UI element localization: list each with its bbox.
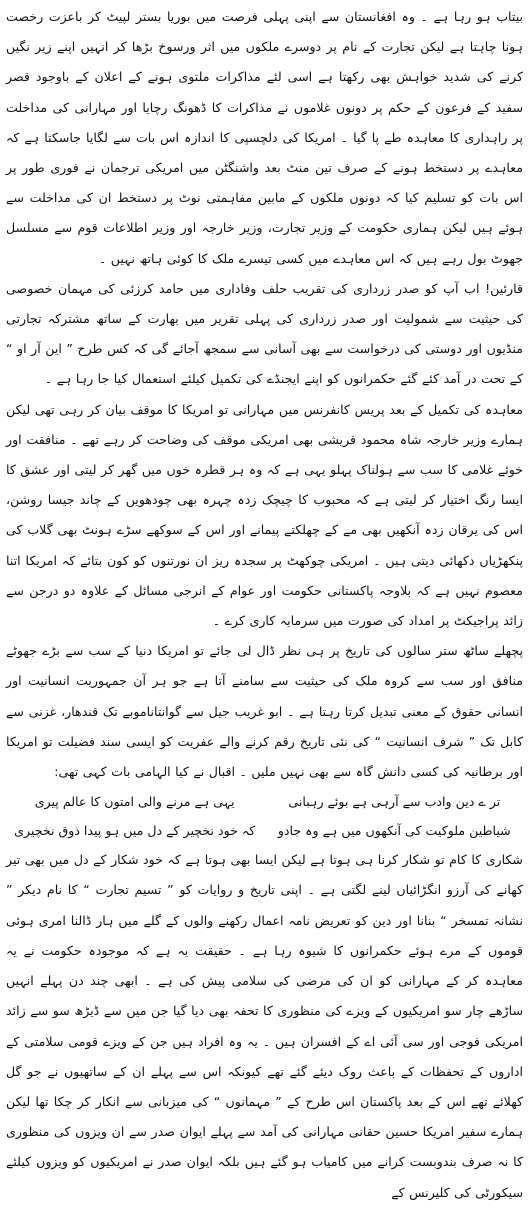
article-paragraph: پچھلے ساٹھ ستر سالوں کی تاریخ پر ہی نظر ڈال لی جائے تو امریکا دنیا کے سب سے بڑے جھوٹے منافق اور سب سے کروہ ملک کی حیثیت سے سامنے آتا ہے جو ہر آن جمہوریت انسانیت اور انسانی حقوق کے معنی تبدیل کرتا رہتا ہے ۔ ابو غریب جیل سے گوانتاناموبے تک قندھار، غزنی سے کابل تک ” شرف انسانیت “ کی نئی تاریخ رقم کرنے والے عفریت کو ایسی سند فضیلت تو امریکا اور برطانیہ کی کسی دانش گاہ سے بھی نہیں ملیں ۔ اقبال نے کیا الہامی بات کہی تھی: xyxy=(6,643,523,780)
article-paragraph: معاہدہ کی تکمیل کے بعد پریس کانفرنس میں مہارانی تو امریکا کا موقف بیان کر رہی تھی لیکن ہمارے وزیر خارجہ شاہ محمود قریشی بھی امریکی موقف کی وضاحت کر رہے تھے ۔ منافقت اور خوئے غلامی کا سب سے ہولناک پہلو یہی ہے کہ وہ ہر قطرہ خوں میں گھر کر لیتی اور عشق کا ایسا رنگ اختیار کر لیتی ہے کہ محبوب کا چیچک زدہ چہرہ بھی چودھویں کے چاند جیسا روشن، اس کی یرقان زدہ آنکھیں بھی مے کے چھلکتے پیمانے اور اس کے سوکھے سڑے ہونٹ بھی گلاب کی پنکھڑیاں دکھائی دیتی ہیں ۔ امریکی چوکھٹ پر سجدہ ریز ان نورتنوں کو کون بتائے کہ امریکا اتنا معصوم نہیں ہے کہ بلاوجہ پاکستانی حکومت اور عوام کے انرجی مسائل کے علاوہ دو درجن سے زائد پراجیکٹ پر امداد کی صورت میں سرمایہ کاری کرے ۔ xyxy=(6,401,523,629)
couplet-line xyxy=(10,787,519,816)
article-paragraph: شکاری کا کام تو شکار کرنا ہی ہوتا ہے لیکن ایسا بھی ہوتا ہے کہ خود شکار کے دل میں بھی تیر کھانے کی آرزو انگڑائیاں لینے لگتی ہے ۔ اپنی تاریخ و روایات کو ” تسیم تجارت “ کا نام دیکر ” نشانہ تمسخر “ بنانا اور دین کو تعریض نامہ اعمال رکھنے والوں کے گلے میں ہار ڈالنا امری ہوئی قوموں کے مرے ہوئے حکمرانوں کا شیوہ رہا ہے ۔ حقیقت یہ ہے کہ موجودہ حکومت نے یہ معاہدہ کر کے مہارانی کو ان کی مرضی کی سلامی پیش کی ہے ۔ ابھی چند دن پہلے انہیں ساڑھے چار سو امریکیوں کے ویزے کی منظوری کا تحفہ بھی دیا گیا جن میں سے ڈیڑھ سو سے زائد امریکی فوجی اور سی آئی اے کے افسران ہیں ۔ یہ وہ افراد ہیں جن کے ویزے قومی سلامتی کے اداروں کے تحفظات کے باعث روک دیئے گئے تھے کیونکہ اس سے پہلے ان کے ساتھیوں نے جو گل کھلائے تھے اس کے بعد پاکستان اس طرح کے ” مہمانوں “ کی میزبانی سے انکار کر چکا تھا لیکن ہمارے سفیر امریکا حسین حقانی مہارانی کی آمد سے پہلے ایوان صدر سے ان ویزوں کی منظوری کا نہ صرف بندوبست کرانے میں کامیاب ہو گئے ہیں بلکہ ایوان صدر نے امریکیوں کو ویزوں کیلئے سیکورٹی کی کلیرنس کے xyxy=(6,852,523,1200)
couplet-second-hemistich: کہ خود نخچیر کے دل میں ہو پیدا ذوق نخچیری xyxy=(14,823,256,839)
couplet-first-hemistich: تر ے دین وادب سے آرہی ہے بوئے رہبانی xyxy=(288,794,501,810)
article-paragraph: بیتاب ہو رہا ہے ۔ وہ افغانستان سے اپنی پہلی فرصت میں بوریا بستر لپیٹ کر باعزت رخصت ہونا چاہتا ہے لیکن تجارت کے نام پر دوسرے ملکوں میں اثر ورسوخ بڑھا کر انہیں اپنے زیر نگیں کرنے کی شدید خواہش بھی رکھتا ہے اسی لئے مذاکرات ملتوی ہونے کے اعلان کے باوجود قصر سفید کے فرعون کے حکم پر دونوں غلاموں نے مذاکرات کا ڈھونگ رچایا اور مہارانی کی مداخلت پر راہداری کا معاہدہ طے پا گیا ۔ امریکا کی دلچسپی کا اندازہ اس بات سے لگایا جاسکتا ہے کہ معاہدے پر دستخط ہونے کے صرف تین منٹ بعد واشنگٹن میں امریکی ترجمان نے فوری طور پر اس بات کو تسلیم کیا کہ دونوں ملکوں کے مابین مفاہمتی نوٹ پر دستخط ان کی مداخلت سے ہوئے ہیں لیکن ہماری حکومت کے وزیر تجارت، وزیر خارجہ اور وزیر اطلاعات قوم سے مسلسل جھوٹ بول رہے ہیں کہ اس معاہدے میں کسی تیسرے ملک کا کوئی ہاتھ نہیں ۔ xyxy=(6,9,523,266)
couplet-line xyxy=(10,816,519,845)
couplet-second-hemistich: یہی ہے مرنے والی امتوں کا عالم پیری xyxy=(34,794,235,810)
article-paragraph: قارئین! اب آپ کو صدر زرداری کی تقریب حلف وفاداری میں حامد کرزئی کی مہمان خصوصی کی حیثیت سے شمولیت اور صدر زرداری کی پہلی تقریر میں بھارت کے ساتھ مشترکہ تجارتی منڈیوں اور دوستی کی درخواست سے بھی آسانی سے سمجھ آجائے گی کہ کس طرح ” این آر او “ کے تحت در آمد کئے گئے حکمرانوں کو اپنے ایجنڈے کی تکمیل کیلئے استعمال کیا جا رہا ہے ۔ xyxy=(6,280,523,387)
couplet-first-hemistich: شیاطین ملوکیت کی آنکھوں میں ہے وہ جادو xyxy=(277,823,511,839)
poetry-couplet xyxy=(6,787,523,845)
